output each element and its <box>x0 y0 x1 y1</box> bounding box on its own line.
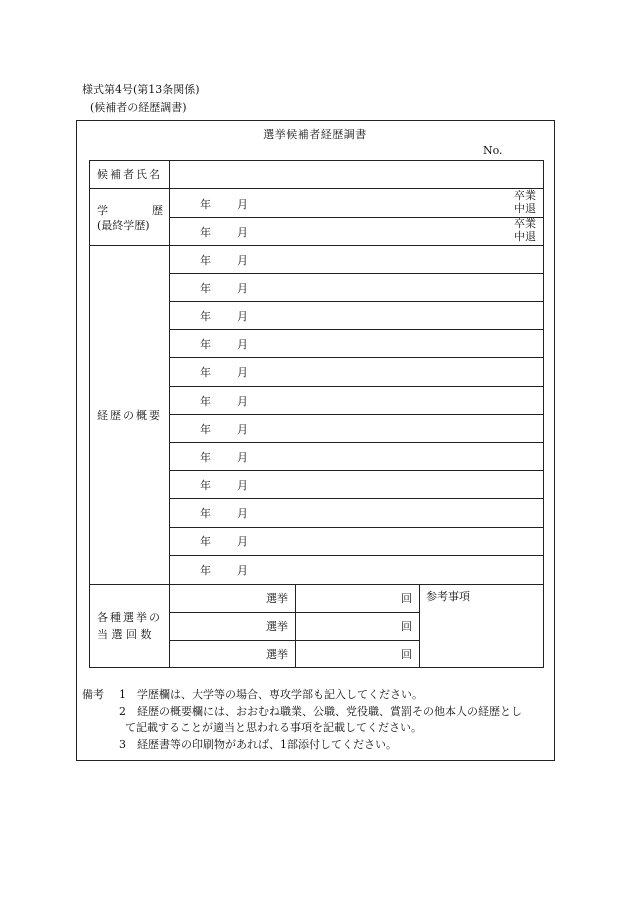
withdrew-label: 中退 <box>514 202 536 215</box>
times-label: 回 <box>401 592 412 605</box>
month-label: 月 <box>237 564 248 577</box>
row-divider <box>169 498 543 499</box>
election-column-divider <box>295 584 296 667</box>
election-count-label-line2: 当 選 回 数 <box>97 628 152 641</box>
election-label: 選挙 <box>266 620 288 633</box>
month-label: 月 <box>237 198 248 211</box>
note-item: 2 経歴の概要欄には、おおむね職業、公職、党役職、賞罰その他本人の経歴とし <box>119 705 522 718</box>
education-label-part2: 歴 <box>152 204 163 217</box>
row-divider <box>169 414 543 415</box>
month-label: 月 <box>237 423 248 436</box>
note-item-continued: て記載することが適当と思われる事項を記載してください。 <box>125 721 422 734</box>
year-label: 年 <box>200 479 211 492</box>
career-date-row <box>200 507 248 520</box>
year-label: 年 <box>200 310 211 323</box>
month-label: 月 <box>237 338 248 351</box>
career-date-row <box>200 423 248 436</box>
row-divider <box>169 329 543 330</box>
month-label: 月 <box>237 451 248 464</box>
times-label: 回 <box>401 620 412 633</box>
year-label: 年 <box>200 535 211 548</box>
year-label: 年 <box>200 395 211 408</box>
note-item: 3 経歴書等の印刷物があれば、1部添付してください。 <box>119 738 397 751</box>
month-label: 月 <box>237 282 248 295</box>
form-number: 様式第4号(第13条関係) <box>82 83 200 96</box>
career-date-row <box>200 451 248 464</box>
form-subtitle: (候補者の経歴調書) <box>90 101 187 114</box>
remarks-column-divider <box>419 584 420 667</box>
career-date-row <box>200 254 248 267</box>
education-label-part3: (最終学歴) <box>97 219 150 232</box>
career-date-row <box>200 282 248 295</box>
row-divider <box>169 217 543 218</box>
withdrew-label: 中退 <box>514 230 536 243</box>
year-label: 年 <box>200 198 211 211</box>
times-label: 回 <box>401 648 412 661</box>
row-divider <box>169 442 543 443</box>
year-label: 年 <box>200 366 211 379</box>
row-divider <box>169 301 543 302</box>
row-divider <box>90 245 543 246</box>
career-date-row <box>200 366 248 379</box>
row-divider <box>169 470 543 471</box>
education-date-row <box>200 226 248 239</box>
career-date-row <box>200 535 248 548</box>
career-date-row <box>200 479 248 492</box>
row-divider <box>169 386 543 387</box>
month-label: 月 <box>237 310 248 323</box>
year-label: 年 <box>200 507 211 520</box>
row-divider <box>169 357 543 358</box>
month-label: 月 <box>237 479 248 492</box>
remarks-label: 参考事項 <box>426 590 470 603</box>
career-date-row <box>200 564 248 577</box>
row-divider <box>169 527 543 528</box>
month-label: 月 <box>237 366 248 379</box>
month-label: 月 <box>237 535 248 548</box>
row-divider <box>90 584 543 585</box>
year-label: 年 <box>200 338 211 351</box>
career-summary-label: 経歴の概要 <box>97 409 162 422</box>
form-title: 選挙候補者経歴調書 <box>263 128 367 141</box>
number-label: No. <box>483 144 503 157</box>
election-label: 選挙 <box>266 648 288 661</box>
year-label: 年 <box>200 423 211 436</box>
notes-heading: 備考 <box>82 688 104 701</box>
month-label: 月 <box>237 254 248 267</box>
month-label: 月 <box>237 395 248 408</box>
year-label: 年 <box>200 451 211 464</box>
career-date-row <box>200 395 248 408</box>
row-divider <box>169 612 419 613</box>
row-divider <box>169 273 543 274</box>
month-label: 月 <box>237 226 248 239</box>
row-divider <box>169 555 543 556</box>
candidate-name-label: 候補者氏名 <box>97 168 162 181</box>
graduated-label: 卒業 <box>514 217 536 230</box>
row-divider <box>169 640 419 641</box>
year-label: 年 <box>200 254 211 267</box>
month-label: 月 <box>237 507 248 520</box>
election-label: 選挙 <box>266 592 288 605</box>
election-count-label-line1: 各種選挙の <box>97 611 162 624</box>
education-label-part1: 学 <box>97 204 108 217</box>
year-label: 年 <box>200 226 211 239</box>
note-item: 1 学歴欄は、大学等の場合、専攻学部も記入してください。 <box>119 688 423 701</box>
career-date-row <box>200 310 248 323</box>
career-date-row <box>200 338 248 351</box>
graduated-label: 卒業 <box>514 189 536 202</box>
education-date-row <box>200 198 248 211</box>
year-label: 年 <box>200 564 211 577</box>
year-label: 年 <box>200 282 211 295</box>
row-divider <box>90 188 543 189</box>
